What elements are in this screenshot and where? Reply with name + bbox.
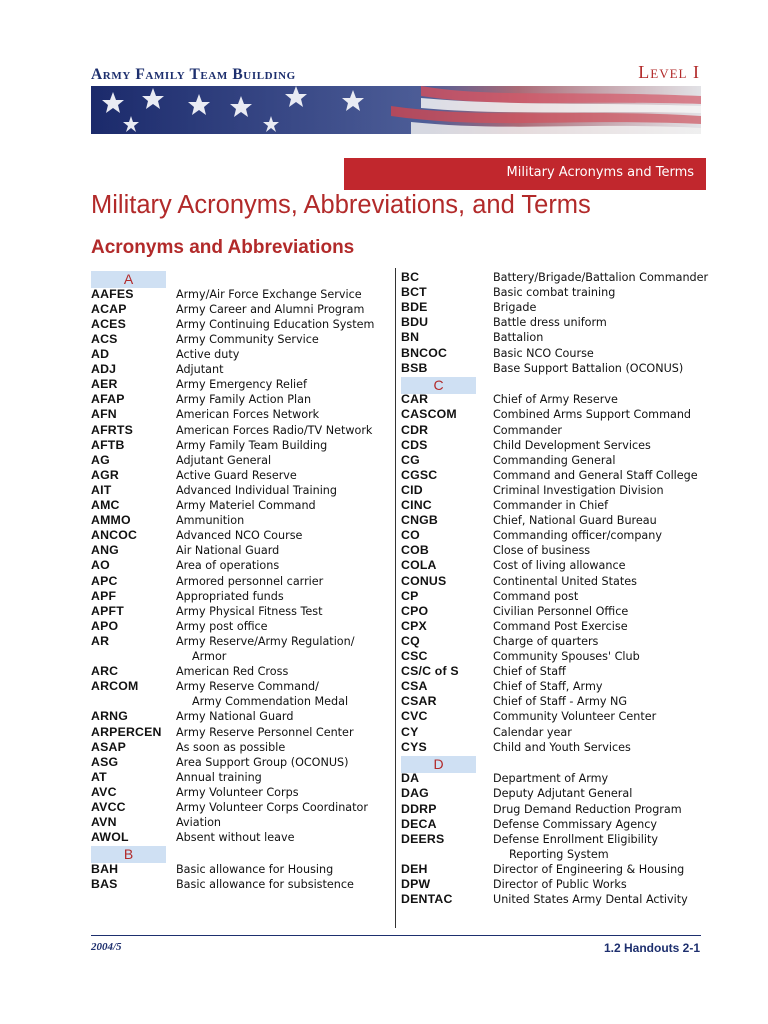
acronym: APC [91,573,118,588]
definition: Army Career and Alumni Program [176,302,365,316]
letter-heading: D [401,756,476,773]
definition: Battalion [493,331,544,345]
acronym-entry [401,725,706,740]
acronym: CSAR [401,694,437,709]
acronym: CO [401,528,420,543]
acronym-entry [91,770,391,785]
definition: Civilian Personnel Office [493,604,629,618]
acronym: ADJ [91,362,117,377]
definition: Commanding General [493,453,616,467]
acronym-entry [401,468,706,483]
acronym-entry [401,877,706,892]
acronym: BNCOC [401,345,448,360]
acronym-entry [401,740,706,755]
acronym: AD [91,347,110,361]
acronym: BC [401,270,420,284]
acronym: ARNG [91,709,129,724]
right-column [401,270,709,920]
definition: Army Volunteer Corps [176,785,299,799]
definition: Army Physical Fitness Test [176,604,323,618]
acronym-entry [91,725,391,740]
definition: Command post [493,589,579,603]
acronym-entry [91,619,391,634]
definition: Basic combat training [493,286,616,300]
acronym-entry [401,453,706,468]
definition: Ammunition [176,514,245,528]
acronym: CAR [401,392,429,407]
section-banner-label: Military Acronyms and Terms [506,165,694,180]
acronym: AMMO [91,513,131,528]
acronym-entry [401,558,706,573]
acronym: ARC [91,664,119,679]
acronym: ACS [91,331,118,346]
definition: Calendar year [493,725,572,739]
definition: Army Reserve Personnel Center [176,725,354,739]
acronym: AVC [91,784,117,799]
acronym: APO [91,618,119,633]
definition: As soon as possible [176,740,286,754]
acronym-entry [401,528,706,543]
acronym: AIT [91,482,112,497]
definition: Armor [192,649,227,663]
definition: Command Post Exercise [493,619,628,633]
acronym-entry [401,483,706,498]
letter-heading: A [91,271,166,288]
acronym: CPO [401,603,429,618]
definition: Area of operations [176,559,280,573]
acronym: CG [401,452,420,467]
definition: Child Development Services [493,438,651,452]
definition: Department of Army [493,772,609,786]
definition: Chief of Staff [493,665,566,679]
definition: Army Community Service [176,332,319,346]
acronym-entry [91,347,391,362]
definition: Reporting System [509,847,609,861]
acronym-entry [91,877,391,892]
acronym-entry [401,664,706,679]
acronym-entry [401,407,706,422]
definition: Criminal Investigation Division [493,483,664,497]
acronym: DEERS [401,831,445,846]
acronym: CS/C of S [401,664,459,679]
definition: Basic NCO Course [493,346,594,360]
definition: Commander in Chief [493,499,609,512]
acronym-entry [401,771,706,786]
acronym: CPX [401,618,427,633]
definition: Community Spouses' Club [493,650,640,663]
acronym: CID [401,482,423,497]
level-label: Level I [638,62,700,82]
acronym: BDE [401,300,428,315]
acronym: AG [91,452,110,467]
definition: Commanding officer/company [493,529,662,543]
definition: Chief of Staff - Army NG [493,695,628,709]
letter-heading: C [401,377,476,394]
definition: Director of Engineering & Housing [493,862,685,876]
acronym: CASCOM [401,407,457,422]
acronym-entry [401,361,706,376]
acronym: COB [401,543,429,558]
definition: Continental United States [493,574,637,588]
acronym: DECA [401,816,437,831]
definition: Active Guard Reserve [176,468,297,482]
acronym-entry [401,513,706,528]
acronym: CGSC [401,467,438,482]
acronym: BSB [401,360,428,375]
definition: Army Volunteer Corps Coordinator [176,801,368,814]
acronym: AMC [91,498,120,512]
definition: Advanced NCO Course [176,529,303,543]
acronym-entry [91,332,391,347]
acronym: CY [401,724,419,739]
acronym: ACES [91,316,126,331]
definition: Basic allowance for Housing [176,862,334,876]
acronym-entry [401,817,706,832]
acronym-entry [401,634,706,649]
acronym-entry [401,694,706,709]
page-title: Military Acronyms, Abbreviations, and Terms [91,191,591,219]
acronym-entry [91,498,391,513]
acronym: AO [91,558,110,573]
acronym: BN [401,330,420,345]
definition: Director of Public Works [493,878,627,891]
acronym-entry [401,574,706,589]
acronym-entry [91,785,391,800]
acronym: ASAP [91,739,126,754]
definition: Army/Air Force Exchange Service [176,287,362,301]
column-divider [395,268,396,928]
definition: Base Support Battalion (OCONUS) [493,361,684,375]
acronym: AFAP [91,392,125,407]
definition: Cost of living allowance [493,559,626,573]
acronym-entry [91,740,391,755]
acronym: CINC [401,498,432,512]
acronym-entry [401,300,706,315]
definition: Child and Youth Services [493,740,631,754]
acronym: AFN [91,407,117,422]
definition: Chief of Army Reserve [493,393,618,407]
acronym-entry [91,423,391,438]
acronym-entry [91,815,391,830]
definition: Battery/Brigade/Battalion Commander [493,271,709,284]
acronym-entry [401,649,706,664]
acronym-entry [91,483,391,498]
acronym: CP [401,588,419,603]
acronym: ARPERCEN [91,724,162,739]
definition: Aviation [176,816,222,830]
acronym: CSC [401,649,428,663]
definition: Brigade [493,301,537,315]
acronym-entry [401,709,706,724]
definition: Army Family Team Building [176,438,328,452]
acronym-entry [401,589,706,604]
definition: Annual training [176,770,262,784]
definition: Army Materiel Command [176,499,316,512]
acronym-entry [401,438,706,453]
acronym-entry [401,423,706,438]
definition: Charge of quarters [493,634,599,648]
acronym: BCT [401,285,427,300]
acronym: DDRP [401,801,437,816]
acronym: DENTAC [401,892,453,907]
acronym: AFRTS [91,422,133,437]
acronym-entry [91,468,391,483]
definition: Area Support Group (OCONUS) [176,755,349,769]
definition: Advanced Individual Training [176,483,337,497]
definition: Army Commendation Medal [192,695,349,709]
definition: Defense Enrollment Eligibility [493,832,658,846]
acronym: ACAP [91,301,127,316]
acronym: CVC [401,709,428,724]
definition: Active duty [176,348,240,361]
acronym-entry [91,830,391,845]
definition: Army Reserve Command/ [176,680,319,694]
definition: Absent without leave [176,831,295,845]
acronym: ASG [91,754,119,769]
definition: Chief, National Guard Bureau [493,514,657,528]
acronym-entry [91,453,391,468]
acronym: COLA [401,558,437,573]
definition: Army National Guard [176,710,294,724]
definition: Army Emergency Relief [176,378,307,392]
acronym-entry [91,287,391,302]
acronym: CNGB [401,513,439,528]
acronym: BDU [401,315,429,330]
acronym: DAG [401,786,429,801]
definition: Basic allowance for subsistence [176,878,354,891]
acronym-entry [401,831,706,861]
acronym-entry [91,513,391,528]
definition: Army Family Action Plan [176,393,312,407]
acronym: DEH [401,861,428,876]
acronym: DPW [401,877,431,891]
definition: Drug Demand Reduction Program [493,802,682,816]
acronym: AR [91,633,110,648]
acronym: AWOL [91,830,129,845]
acronym-entry [401,392,706,407]
definition: Adjutant General [176,453,272,467]
acronym-entry [91,392,391,407]
acronym-entry [91,407,391,422]
program-title: Army Family Team Building [91,66,296,83]
acronym-entry [91,755,391,770]
acronym: AAFES [91,286,134,301]
acronym-entry [401,315,706,330]
acronym-entry [91,574,391,589]
acronym-entry [401,543,706,558]
definition: Chief of Staff, Army [493,680,603,694]
acronym-entry [91,377,391,392]
definition: Adjutant [176,363,224,377]
section-banner [344,158,706,190]
acronym-entry [401,270,709,285]
acronym-entry [401,679,706,694]
section-subtitle: Acronyms and Abbreviations [91,237,355,258]
definition: Command and General Staff College [493,468,698,482]
acronym: CDS [401,437,428,452]
definition: Army post office [176,619,268,633]
acronym-entry [91,558,391,573]
acronym: AVN [91,815,117,830]
acronym-entry [91,604,391,619]
acronym-entry [401,862,706,877]
acronym-entry [401,786,706,801]
acronym: AVCC [91,800,126,814]
flag-banner-image [91,86,701,134]
definition: Air National Guard [176,544,280,558]
footer-divider [91,935,701,936]
acronym: AER [91,377,118,392]
acronym: APFT [91,603,124,618]
acronym-entry [401,892,706,907]
definition: Army Reserve/Army Regulation/ [176,634,355,648]
acronym: CYS [401,739,427,754]
acronym-entry [91,800,391,815]
acronym: CQ [401,633,420,648]
acronym: AFTB [91,437,125,452]
acronym-entry [91,709,391,724]
acronym-entry [401,330,706,345]
acronym-entry [401,619,706,634]
acronym-entry [401,802,706,817]
acronym-entry [91,679,391,709]
acronym-entry [91,633,391,663]
definition: Defense Commissary Agency [493,817,658,831]
acronym: CONUS [401,573,447,588]
acronym: BAH [91,861,119,876]
letter-heading: B [91,846,166,863]
acronym: APF [91,588,117,603]
acronym-entry [401,604,706,619]
acronym: DA [401,771,420,786]
acronym-entry [91,528,391,543]
definition: Appropriated funds [176,589,284,603]
acronym-entry [401,346,706,361]
acronym: AGR [91,467,119,482]
definition: Commander [493,423,562,437]
acronym-entry [91,438,391,453]
definition: Close of business [493,544,591,558]
definition: Armored personnel carrier [176,574,324,588]
acronym-entry [91,862,391,877]
acronym: ANCOC [91,528,138,543]
acronym-entry [91,362,391,377]
definition: Community Volunteer Center [493,710,657,724]
acronym-entry [91,317,391,332]
footer-date: 2004/5 [91,941,122,953]
definition: Combined Arms Support Command [493,408,692,422]
definition: American Forces Network [176,408,320,422]
acronym-entry [91,589,391,604]
acronym: ARCOM [91,679,139,694]
acronym: CDR [401,422,429,437]
definition: American Red Cross [176,665,289,679]
definition: American Forces Radio/TV Network [176,423,373,437]
acronym-entry [91,302,391,317]
acronym: BAS [91,877,118,891]
acronym-entry [91,543,391,558]
acronym: AT [91,769,107,784]
footer-page-number: 1.2 Handouts 2-1 [603,941,700,955]
acronym-entry [401,498,706,513]
acronym-entry [401,285,706,300]
left-column [91,270,391,900]
acronym-entry [91,664,391,679]
definition: Army Continuing Education System [176,317,375,331]
acronym: ANG [91,543,119,558]
definition: Battle dress uniform [493,316,607,330]
definition: Deputy Adjutant General [493,787,633,801]
acronym: CSA [401,679,428,694]
definition: United States Army Dental Activity [493,893,688,907]
